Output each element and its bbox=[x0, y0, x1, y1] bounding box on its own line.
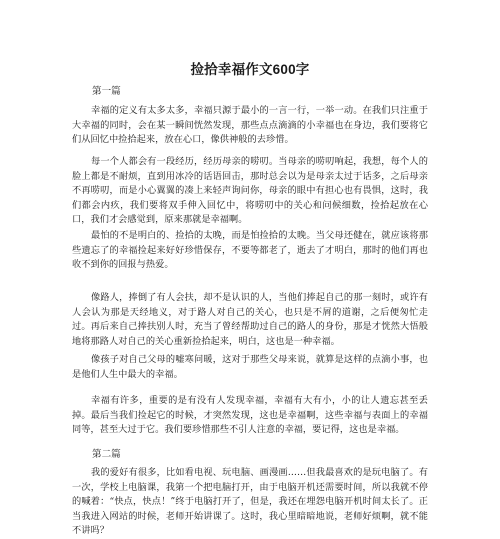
paragraph: 像孩子对自己父母的嘘寒问暖，这对于那些父母来说，就算是这样的点滴小事，也是他们人生中最大的幸福。 bbox=[72, 354, 428, 380]
paragraph: 幸福有许多，重要的是有没有人发现幸福，幸福有大有小，小的让人遗忘甚至丢掉。最后当我们捡起它的时候，才突然发现，这也是幸福啊，这些幸福与表面上的幸福同等，甚至大过于它。我们要珍惜那些不引人注意的幸福，要记得，这也是幸福。 bbox=[72, 395, 428, 436]
section-heading-2: 第二篇 bbox=[92, 449, 121, 460]
paragraph: 幸福的定义有太多太多，幸福只源于最小的一言一行，一举一动。在我们只注重于大幸福的同时，会在某一瞬间恍然发现，那些点点滴滴的小幸福也在身边，我们要将它们从回忆中捡拾起来，放在心口，像供神般的去珍惜。 bbox=[72, 105, 428, 146]
document-title: 捡拾幸福作文600字 bbox=[190, 62, 310, 77]
paragraph: 我的爱好有很多，比如看电视、玩电脑、画漫画……但我最喜欢的是玩电脑了。有一次，学校上电脑课，我第一个把电脑打开，由于电脑开机还需要时间，所以我就不停的喊着：“快点，快点！”终于电脑打开了，但是，我还在埋怨电脑开机时间太长了。正当我进入网站的时候，老师开始讲课了。这时，我心里暗暗地说，老师好烦啊，就不能不讲吗？ bbox=[72, 467, 428, 537]
paragraph: 最怕的不是明白的、捡拾的太晚，而是怕捡拾的太晚。当父母还健在，就应该将那些遗忘了的幸福捡起来好好珍惜保存，不要等都老了，逝去了才明白，那时的他们再也收不到你的回报与热爱。 bbox=[72, 230, 428, 271]
paragraph: 像路人，捧倒了有人会扶，却不是认识的人，当他们捧起自己的那一刻时，或许有人会认为那是天经地义，对于路人对自己的关心，也只是不屑的道谢，之后便匆忙走过。再后来自己捧扶别人时，充当了曾经帮助过自己的路人的身份，那是才恍然大悟般地将那路人对自己的关心重新捡拾起来，明白，这也是一种幸福。 bbox=[72, 292, 428, 347]
paragraph: 每一个人都会有一段经历，经历母亲的唠叨。当母亲的唠叨响起，我想，每个人的脸上都是不耐烦，直到用冰冷的话语回击，那时总会以为是母亲太过于话多，之后母亲不再唠叨，而是小心翼翼的凑上来轻声询问你，母亲的眼中有担心也有畏惧，这时，我们都会内疚，我们要将双手伸入回忆中，将唠叨中的关心和问候细数，捡拾起放在心口，我们才会感觉到，原来那就是幸福啊。 bbox=[72, 156, 428, 226]
section-heading-1: 第一篇 bbox=[92, 86, 121, 97]
